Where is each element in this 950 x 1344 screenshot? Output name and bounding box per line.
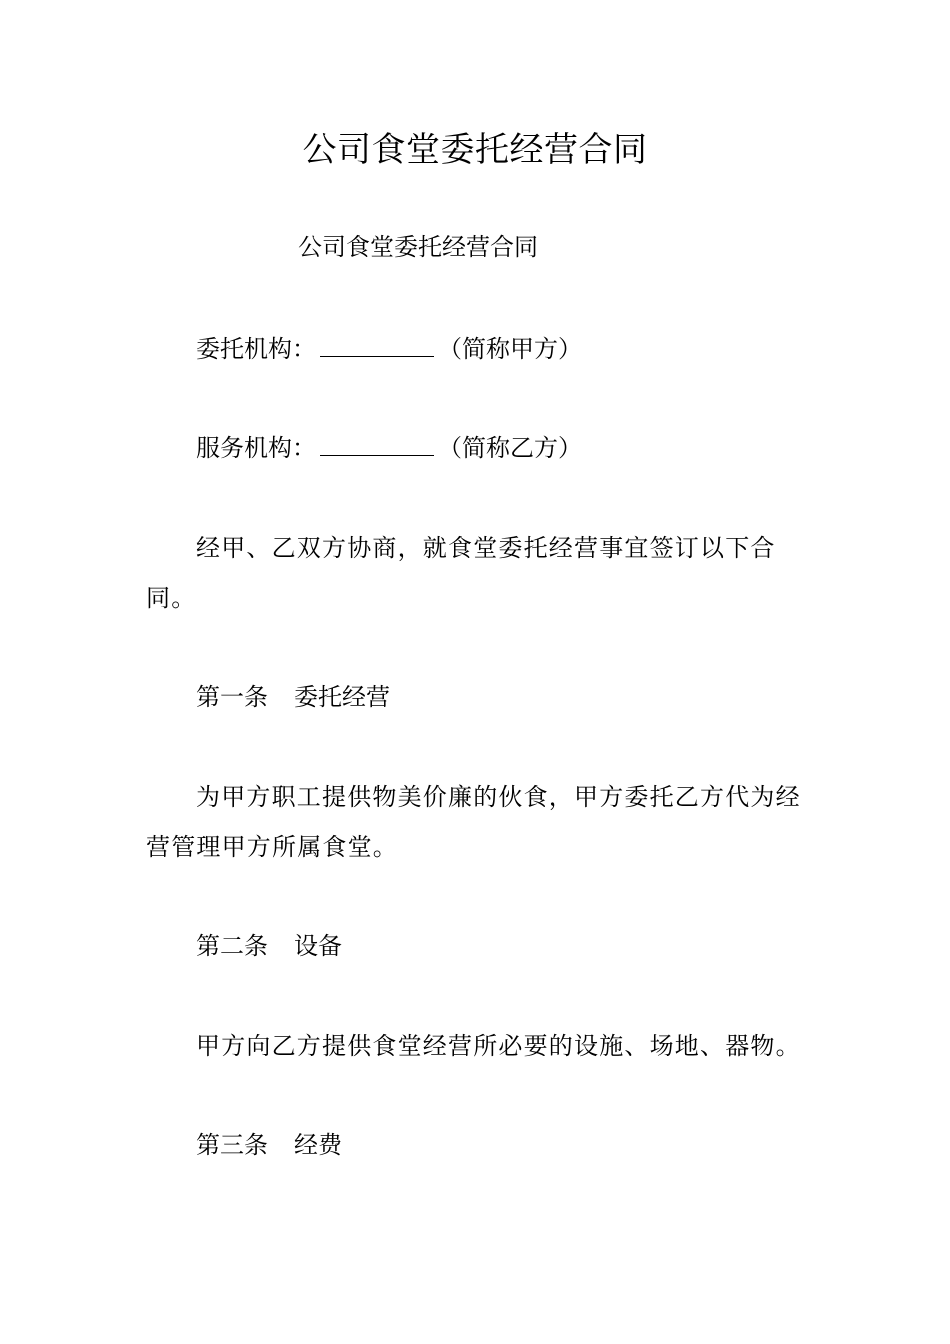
party-b-label: 服务机构：	[196, 434, 316, 462]
article-1-body: 为甲方职工提供物美价廉的伙食，甲方委托乙方代为经营管理甲方所属食堂。	[146, 783, 801, 861]
article-2-body: 甲方向乙方提供食堂经营所必要的设施、场地、器物。	[196, 1032, 801, 1060]
party-a-line	[196, 324, 582, 374]
party-a-suffix: （简称甲方）	[438, 335, 582, 363]
article-3-heading	[196, 1120, 342, 1170]
article-2-heading	[196, 921, 342, 971]
party-a-label: 委托机构：	[196, 335, 316, 363]
intro-paragraph: 经甲、乙双方协商，就食堂委托经营事宜签订以下合同。	[146, 534, 776, 612]
article-1-heading	[196, 672, 390, 722]
article-1-title: 委托经营	[294, 683, 390, 711]
article-2-title: 设备	[294, 932, 342, 960]
party-b-line	[196, 423, 582, 473]
article-3-title: 经费	[294, 1131, 342, 1159]
document-subtitle: 公司食堂委托经营合同	[298, 233, 538, 261]
document-title: 公司食堂委托经营合同	[302, 130, 648, 170]
article-1-number: 第一条	[196, 683, 268, 711]
party-b-suffix: （简称乙方）	[438, 434, 582, 462]
article-2-number: 第二条	[196, 932, 268, 960]
party-a-blank	[320, 330, 434, 357]
party-b-blank	[320, 429, 434, 456]
article-3-number: 第三条	[196, 1131, 268, 1159]
